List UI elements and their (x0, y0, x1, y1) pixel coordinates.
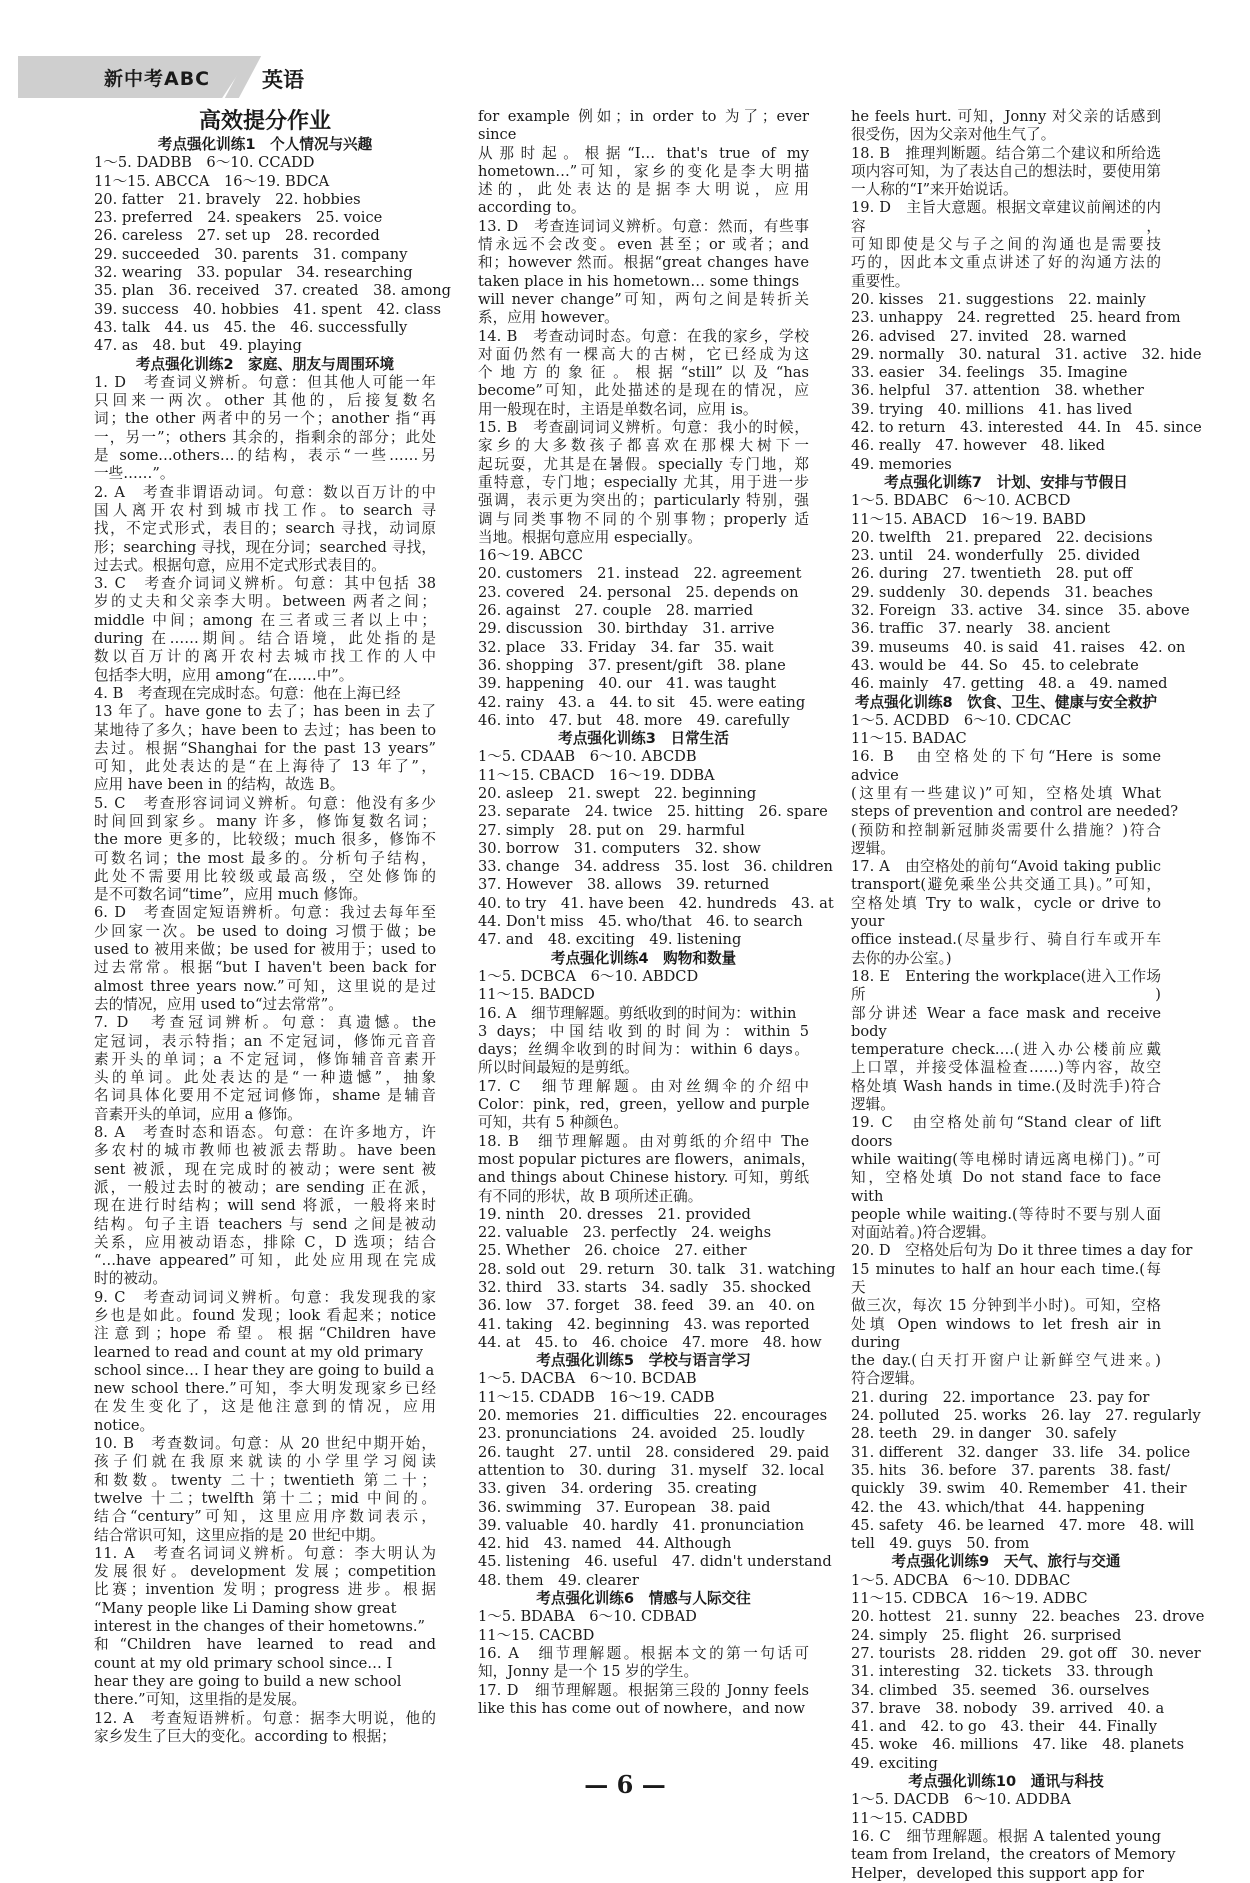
answer-line: 对面站着。)符合逻辑。 (851, 1224, 996, 1242)
answer-line: while waiting(等电梯时请远离电梯门)。”可 (851, 1150, 1161, 1168)
answer-line: 一人称的“I”来开始说话。 (851, 181, 1018, 199)
answer-line: 名词具体化要用不定冠词修饰，shame 是辅音 (94, 1087, 436, 1105)
answer-line: 46. really 47. however 48. liked (851, 437, 1105, 455)
answer-line: most popular pictures are flowers，animals， (478, 1150, 816, 1168)
answer-line: 应用 have been in 的结构，故选 B。 (94, 776, 345, 794)
answer-line: 个地方的象征。根据“still”以及“has (478, 364, 809, 382)
answer-line: 3 days；中国结收到的时间为：within 5 (478, 1022, 809, 1040)
answer-line: 39. valuable 40. hardly 41. pronunciation (478, 1516, 804, 1534)
answer-line: hometown…”可知，家乡的变化是李大明描 (478, 162, 809, 180)
answer-line: 1～5. ACDBD 6～10. CDCAC (851, 711, 1072, 729)
answer-line: 述的，此处表达的是据李大明说，应用 (478, 181, 809, 199)
answer-line: 结合常识可知，这里应指的是 20 世纪中期。 (94, 1526, 385, 1544)
answer-line: 1～5. DCBCA 6～10. ABDCD (478, 967, 699, 985)
answer-line: 32. place 33. Friday 34. far 35. wait (478, 638, 774, 656)
answer-line: 可知，共有 5 种颜色。 (478, 1114, 628, 1132)
question-explanation: 20. D 空格处后句为 Do it three times a day for (851, 1242, 1193, 1260)
answer-line: 11～15. BADAC (851, 730, 967, 748)
answer-line: 11～15. CADBD (851, 1809, 968, 1827)
answer-line: 和；however 然而。根据“great changes have (478, 254, 809, 272)
question-explanation: 10. B 考查数词。句意：从 20 世纪中期开始， (94, 1435, 436, 1453)
answer-line: 发展很好。development 发展；competition (94, 1563, 436, 1581)
answer-line: 比赛；invention 发明；progress 进步。根据 (94, 1581, 436, 1599)
answer-line: 11～15. ABCCA 16～19. BDCA (94, 172, 330, 190)
question-explanation: 1. D 考查词义辨析。句意：但其他人可能一年 (94, 373, 436, 391)
answer-line: 在发生变化了，这是他注意到的情况，应用 (94, 1398, 436, 1416)
answer-line: 20. fatter 21. bravely 22. hobbies (94, 190, 361, 208)
answer-line: 20. hottest 21. sunny 22. beaches 23. drove (851, 1608, 1205, 1626)
answer-line: office instead.(尽量步行、骑自行车或开车 (851, 931, 1161, 949)
answer-line: 39. success 40. hobbies 41. spent 42. class (94, 300, 441, 318)
answer-line: 时的被动。 (94, 1270, 167, 1288)
answer-line: the day.(白天打开窗户让新鲜空气进来。) (851, 1352, 1161, 1370)
answer-line: 43. would be 44. So 45. to celebrate (851, 656, 1139, 674)
answer-line: 29. normally 30. natural 31. active 32. hide (851, 345, 1202, 363)
answer-line: 1～5. DACBA 6～10. BCDAB (478, 1370, 697, 1388)
answer-line: count at my old primary school since… I (94, 1654, 393, 1672)
answer-line: 27. simply 28. put on 29. harmful (478, 821, 745, 839)
answer-line: (预防和控制新冠肺炎需要什么措施？)符合 (851, 821, 1161, 839)
question-explanation: 17. D 细节理解题。根据第三段的 Jonny feels (478, 1681, 809, 1699)
answer-line: 39. museums 40. is said 41. raises 42. on (851, 638, 1186, 656)
answer-line: 20. twelfth 21. prepared 22. decisions (851, 528, 1153, 546)
answer-line: 49. memories (851, 455, 952, 473)
question-explanation: 16. A 细节理解题。根据本文的第一句话可 (478, 1644, 809, 1662)
section-heading: 考点强化训练2 家庭、朋友与周围环境 (135, 355, 395, 373)
answer-line: 现在进行时结构；will send 将派，一般将来时 (94, 1197, 436, 1215)
answer-line: 找，不定式形式，表目的；search 寻找，动词原 (94, 520, 436, 538)
answer-line: 43. talk 44. us 45. the 46. successfully (94, 318, 408, 336)
page-heading: 高效提分作业 (198, 109, 331, 134)
answer-line: 36. helpful 37. attention 38. whether (851, 382, 1144, 400)
answer-line: 44. at 45. to 46. choice 47. more 48. how (478, 1333, 822, 1351)
answer-line: 26. advised 27. invited 28. warned (851, 327, 1127, 345)
answer-line: 42. the 43. which/that 44. happening (851, 1498, 1145, 1516)
answer-line: 去的情况，应用 used to“过去常常”。 (94, 995, 343, 1013)
answer-line: 20. customers 21. instead 22. agreement (478, 565, 802, 583)
answer-line: 32. wearing 33. popular 34. researching (94, 264, 413, 282)
answer-line: 21. during 22. importance 23. pay for (851, 1388, 1150, 1406)
answer-line: 词；the other 两者中的另一个；another 指“再 (94, 410, 436, 428)
answer-line: 29. discussion 30. birthday 31. arrive (478, 620, 775, 638)
answer-line: 44. Don't miss 45. who/that 46. to search (478, 913, 803, 931)
answer-line: 可数名词；the most 最多的。分析句子结构， (94, 849, 436, 867)
answer-line: 24. simply 25. flight 26. surprised (851, 1626, 1122, 1644)
answer-line: the more 更多的，比较级；much 很多，修饰不 (94, 831, 436, 849)
answer-line: attention to 30. during 31. myself 32. local (478, 1461, 825, 1479)
question-explanation: 16. B 由空格处的下句“Here is some advice (851, 748, 1161, 784)
answer-line: 多农村的城市教师也被派去帮助。have been (94, 1142, 436, 1160)
answer-line: 对面仍然有一棵高大的古树，它已经成为这 (478, 345, 809, 363)
answer-line: 包括李大明，应用 among“在……中”。 (94, 666, 354, 684)
answer-line: there.”可知，这里指的是发展。 (94, 1691, 307, 1709)
answer-line: 33. easier 34. feelings 35. Imagine (851, 364, 1128, 382)
book-brand: 新中考ABC (104, 68, 211, 90)
answer-line: 29. succeeded 30. parents 31. company (94, 245, 408, 263)
answer-line: 24. polluted 25. works 26. lay 27. regularly (851, 1407, 1201, 1425)
answer-line: 23. preferred 24. speakers 25. voice (94, 209, 383, 227)
answer-line: 项内容可知，为了表达自己的想法时，要使用第 (851, 162, 1161, 180)
answer-line: notice。 (94, 1416, 155, 1434)
answer-line: 46. mainly 47. getting 48. a 49. named (851, 675, 1168, 693)
question-explanation: 3. C 考查介词词义辨析。句意：其中包括 38 (94, 575, 436, 593)
answer-line: 20. kisses 21. suggestions 22. mainly (851, 290, 1146, 308)
answer-line: people while waiting.(等待时不要与别人面 (851, 1205, 1161, 1223)
answer-line: 36. shopping 37. present/gift 38. plane (478, 656, 786, 674)
answer-line: 40. to try 41. have been 42. hundreds 43. at (478, 894, 834, 912)
answer-line: 知，Jonny 是一个 15 岁的学生。 (478, 1663, 699, 1681)
answer-line: 23. covered 24. personal 25. depends on (478, 583, 799, 601)
answer-line: 49. exciting (851, 1754, 938, 1772)
answer-line: 从那时起。根据“I… that's true of my (478, 144, 809, 162)
answer-line: 41. and 42. to go 43. their 44. Finally (851, 1718, 1158, 1736)
answer-line: 41. taking 42. beginning 43. was reported (478, 1315, 810, 1333)
answer-line: become”可知，此处描述的是现在的情况，应 (478, 382, 809, 400)
answer-line: 知，空格处填 Do not stand face to face with (851, 1169, 1161, 1205)
answer-line: 11～15. CBACD 16～19. DDBA (478, 766, 715, 784)
question-explanation: 11. A 考查名词词义辨析。句意：李大明认为 (94, 1544, 436, 1562)
answer-line: 是不可数名词“time”，应用 much 修饰。 (94, 886, 368, 904)
answer-line: 去你的办公室。) (851, 949, 952, 967)
answer-line: 空格处填 Try to walk，cycle or drive to your (851, 894, 1161, 931)
question-explanation: 18. B 推理判断题。结合第二个建议和所给选 (851, 144, 1161, 162)
answer-line: 有不同的形状，故 B 项所述正确。 (478, 1187, 703, 1205)
question-explanation: 7. D 考查冠词辨析。句意：真遗憾。the (94, 1014, 436, 1032)
answer-line: 家乡发生了巨大的变化。according to 根据； (94, 1727, 396, 1745)
answer-line: twelve 十二；twelfth 第十二；mid 中间的。 (94, 1489, 436, 1507)
answer-line: 1～5. CDAAB 6～10. ABCDB (478, 748, 697, 766)
section-heading: 考点强化训练4 购物和数量 (550, 949, 737, 967)
answer-line: 31. different 32. danger 33. life 34. police (851, 1443, 1191, 1461)
answer-line: 20. asleep 21. swept 22. beginning (478, 784, 757, 802)
answer-line: 当地。根据句意应用 especially。 (478, 528, 702, 546)
answer-line: 孩子们就在我原来就读的小学里学习阅读 (94, 1453, 436, 1471)
answer-line: 47. as 48. but 49. playing (94, 337, 302, 355)
question-explanation: 13. D 考查连词词义辨析。句意：然而，有些事 (478, 217, 809, 235)
answer-line: 过去式。根据句意，应用不定式形式表目的。 (94, 556, 386, 574)
answer-line: 是 some…others…的结构，表示“一些……另 (94, 447, 436, 465)
answer-line: 23. pronunciations 24. avoided 25. loudly (478, 1425, 805, 1443)
answer-line: steps of prevention and control are needed? (851, 803, 1179, 821)
answer-line: 23. unhappy 24. regretted 25. heard from (851, 309, 1181, 327)
answer-line: 34. climbed 35. seemed 36. ourselves (851, 1681, 1150, 1699)
answer-line: transport(避免乘坐公共交通工具)。”可知， (851, 876, 1161, 894)
answer-line: 形；searching 寻找，现在分词；searched 寻找， (94, 538, 436, 556)
answer-line: 36. low 37. forget 38. feed 39. an 40. on (478, 1297, 815, 1315)
answer-line: team from Ireland，the creators of Memory (851, 1846, 1176, 1864)
answer-line: new school there.”可知，李大明发现家乡已经 (94, 1380, 436, 1398)
answer-line: 32. third 33. starts 34. sadly 35. shocked (478, 1279, 811, 1296)
answer-line: 42. hid 43. named 44. Although (478, 1535, 732, 1553)
answer-line: 31. interesting 32. tickets 33. through (851, 1663, 1154, 1681)
question-explanation: 19. D 主旨大意题。根据文章建议前阐述的内容， (851, 199, 1161, 235)
answer-line: 47. and 48. exciting 49. listening (478, 931, 742, 949)
subject-title: 英语 (262, 68, 304, 92)
answer-line: 注意到；hope 希望。根据“Children have (94, 1325, 436, 1343)
answer-line: and things about Chinese history. 可知，剪纸 (478, 1169, 809, 1187)
answer-line: 20. memories 21. difficulties 22. encourages (478, 1407, 828, 1425)
answer-line: 37. However 38. allows 39. returned (478, 876, 770, 894)
answer-line: used to 被用来做；be used for 被用于；used to (94, 941, 436, 959)
answer-line: 数以百万计的离开农村去城市找工作的人中 (94, 648, 436, 666)
answer-line: 22. valuable 23. perfectly 24. weighs (478, 1224, 772, 1242)
section-heading: 考点强化训练8 饮食、卫生、健康与安全救护 (854, 693, 1158, 711)
answer-line: 45. listening 46. useful 47. didn't understand (478, 1553, 832, 1571)
answer-line: 48. them 49. clearer (478, 1571, 639, 1589)
answer-line: 定冠词，表示特指；an 不定冠词，修饰元音音 (94, 1032, 436, 1050)
answer-line: 33. change 34. address 35. lost 36. children (478, 858, 833, 876)
answer-line: 39. happening 40. our 41. was taught (478, 675, 777, 693)
answer-line: interest in the changes of their hometowns.” (94, 1618, 425, 1636)
answer-line: 11～15. CDBCA 16～19. ADBC (851, 1590, 1088, 1608)
answer-line: 一些……”。 (94, 465, 175, 483)
answer-line: 39. trying 40. millions 41. has lived (851, 400, 1133, 418)
answer-line: 某地待了多久；have been to 去过；has been to (94, 721, 436, 739)
answer-line: 28. teeth 29. in danger 30. safely (851, 1425, 1117, 1443)
answer-line: 关系，应用被动语态，排除 C，D 选项；结合 (94, 1233, 436, 1251)
answer-line: 起玩耍，尤其是在暑假。specially 专门地，郑 (478, 455, 809, 473)
answer-line: 11～15. ABACD 16～19. BABD (851, 510, 1086, 528)
answer-line: 很受伤，因为父亲对他生气了。 (851, 126, 1056, 144)
section-heading: 考点强化训练10 通讯与科技 (908, 1773, 1104, 1791)
question-explanation: 9. C 考查动词词义辨析。句意：我发现我的家 (94, 1288, 436, 1306)
answer-line: 情永远不会改变。even 甚至；or 或者；and (478, 236, 809, 254)
answer-line: 26. against 27. couple 28. married (478, 602, 754, 620)
answer-line: 1～5. BDABA 6～10. CDBAD (478, 1608, 697, 1626)
answer-line: 调与同类事物不同的个别事物；properly 适 (478, 510, 809, 528)
answer-line: 格处填 Wash hands in time.(及时洗手)符合 (851, 1077, 1161, 1095)
question-explanation: 17. C 细节理解题。由对丝绸伞的介绍中 (478, 1077, 809, 1095)
answer-line: 重要性。 (851, 272, 910, 290)
answer-line: 15 minutes to half an hour each time.(每天 (851, 1260, 1161, 1296)
answer-line: 28. sold out 29. return 30. talk 31. watching (478, 1260, 836, 1278)
answer-line: 可知即使是父与子之间的沟通也是需要技 (851, 236, 1161, 254)
answer-line: 派，一般过去时的被动；are sending 正在派， (94, 1178, 436, 1196)
answer-line: will never change”可知，两句之间是转折关 (478, 290, 809, 308)
answer-line: 强调，表示更为突出的；particularly 特别，强 (478, 492, 809, 510)
answer-line: learned to read and count at my old primary (94, 1343, 424, 1361)
answer-line: 乡也是如此。found 发现；look 看起来；notice (94, 1307, 436, 1324)
answer-line: 一，另一”；others 其余的，指剩余的部分；此处 (94, 428, 436, 446)
answer-line: 符合逻辑。 (851, 1370, 924, 1388)
answer-line: like this has come out of nowhere，and now (478, 1699, 806, 1717)
answer-line: 27. tourists 28. ridden 29. got off 30. never (851, 1644, 1201, 1662)
answer-line: 国人离开农村到城市找工作。to search 寻 (94, 501, 436, 519)
answer-line: 结构。句子主语 teachers 与 send 之间是被动 (94, 1215, 436, 1233)
answer-line: 逻辑。 (851, 1096, 895, 1114)
answer-line: 13 年了。have gone to 去了；has been in 去了 (94, 703, 436, 721)
answer-line: 巧的，因此本文重点讲述了好的沟通方法的 (851, 254, 1161, 272)
answer-line: 42. to return 43. interested 44. In 45. since (851, 419, 1202, 437)
answer-line: 少回家一次。be used to doing 习惯于做；be (94, 922, 436, 940)
answer-line: 37. brave 38. nobody 39. arrived 40. a (851, 1699, 1165, 1717)
answer-line: 素开头的单词；a 不定冠词，修饰辅音音素开 (94, 1050, 436, 1068)
question-explanation: 5. C 考查形容词词义辨析。句意：他没有多少 (94, 794, 436, 812)
question-explanation: 6. D 考查固定短语辨析。句意：我过去每年至 (94, 904, 436, 922)
answer-line: 46. into 47. but 48. more 49. carefully (478, 711, 790, 729)
answer-line: 只回来一两次。other 其他的，后接复数名 (94, 392, 436, 410)
answer-line: 处填 Open windows to let fresh air in during (851, 1315, 1161, 1351)
answer-line: 逻辑。 (851, 839, 895, 857)
question-explanation: 17. A 由空格处的前句“Avoid taking public (851, 858, 1161, 876)
answer-line: days；丝绸伞收到的时间为：within 6 days。 (478, 1041, 809, 1059)
answer-line: 音素开头的单词，应用 a 修饰。 (94, 1105, 302, 1123)
answer-line: “…have appeared”可知，此处应用现在完成 (94, 1252, 436, 1270)
answer-line: 36. swimming 37. European 38. paid (478, 1498, 771, 1516)
answer-line: 部分讲述 Wear a face mask and receive body (851, 1004, 1161, 1040)
answer-line: 过去常常。根据“but I haven't been back for (94, 959, 436, 977)
answer-line: 26. taught 27. until 28. considered 29. paid (478, 1443, 830, 1461)
answer-line: 岁的丈夫和父亲李大明。between 两者之间； (94, 593, 436, 611)
answer-line: 1～5. DACDB 6～10. ADDBA (851, 1791, 1071, 1809)
answer-line: 35. hits 36. before 37. parents 38. fast/ (851, 1461, 1171, 1479)
question-explanation: 19. C 由空格处前句“Stand clear of lift doors (851, 1114, 1161, 1150)
answer-column-middle (478, 108, 836, 1718)
section-heading: 考点强化训练9 天气、旅行与交通 (891, 1553, 1121, 1571)
question-explanation: 8. A 考查时态和语态。句意：在许多地方，许 (94, 1124, 436, 1142)
answer-line: sent 被派，现在完成时的被动；were sent 被 (94, 1160, 436, 1178)
answer-line: temperature check….(进入办公楼前应戴 (851, 1041, 1161, 1059)
answer-line: hear they are going to build a new school (94, 1672, 402, 1690)
answer-line: taken place in his hometown… some things (478, 272, 800, 290)
answer-column-left (94, 108, 451, 1746)
answer-line: 用一般现在时，主语是单数名词，应用 is。 (478, 400, 758, 418)
answer-line: 1～5. DADBB 6～10. CCADD (94, 154, 315, 172)
answer-line: 33. given 34. ordering 35. creating (478, 1480, 757, 1498)
answer-line: for example 例如；in order to 为了；ever since (478, 108, 809, 144)
answer-line: 35. plan 36. received 37. created 38. among (94, 282, 451, 300)
answer-line: 家乡的大多数孩子都喜欢在那棵大树下一 (478, 437, 809, 455)
answer-line: 做三次，每次 15 分钟到半小时)。可知，空格 (851, 1297, 1161, 1315)
answer-line: almost three years now.”可知，这里说的是过 (94, 977, 436, 995)
section-heading: 考点强化训练3 日常生活 (558, 730, 729, 748)
answer-column-right (851, 108, 1205, 1883)
answer-line: 1～5. ADCBA 6～10. DDBAC (851, 1571, 1071, 1589)
answer-line: quickly 39. swim 40. Remember 41. their (851, 1480, 1187, 1498)
question-explanation: 16. C 细节理解题。根据 A talented young (851, 1827, 1161, 1845)
answer-line: 42. rainy 43. a 44. to sit 45. were eating (478, 693, 806, 711)
answer-line: “Many people like Li Daming show great (94, 1599, 397, 1617)
answer-line: (这里有一些建议)”可知，空格处填 What (851, 784, 1161, 802)
question-explanation: 14. B 考查动词时态。句意：在我的家乡，学校 (478, 327, 809, 345)
answer-line: 1～5. BDABC 6～10. ACBCD (851, 492, 1071, 510)
answer-line: 所以时间最短的是剪纸。 (478, 1059, 639, 1077)
answer-line: 可知，此处表达的是“在上海待了 13 年了”， (94, 758, 436, 776)
section-heading: 考点强化训练1 个人情况与兴趣 (157, 136, 373, 153)
answer-line: 11～15. CACBD (478, 1626, 595, 1644)
answer-line: 去过。根据“Shanghai for the past 13 years” (94, 739, 436, 757)
answer-line: 重特意，专门地；especially 尤其，用于进一步 (478, 473, 809, 491)
answer-line: 36. traffic 37. nearly 38. ancient (851, 620, 1110, 638)
page-number: — 6 — (584, 1770, 666, 1799)
answer-line: during 在……期间。结合语境，此处指的是 (94, 630, 436, 648)
answer-line: according to。 (478, 199, 586, 217)
answer-line: 和“Children have learned to read and (94, 1636, 436, 1654)
answer-line: school since… I hear they are going to build a (94, 1361, 435, 1379)
question-explanation: 18. B 细节理解题。由对剪纸的介绍中 The (478, 1132, 809, 1150)
question-explanation: 4. B 考查现在完成时态。句意：他在上海已经 (94, 684, 401, 702)
answer-line: 19. ninth 20. dresses 21. provided (478, 1205, 751, 1223)
answer-line: 29. suddenly 30. depends 31. beaches (851, 583, 1153, 601)
answer-line: middle 中间；among 在三者或三者以上中； (94, 611, 436, 629)
answer-line: 45. safety 46. be learned 47. more 48. will (851, 1516, 1195, 1534)
question-explanation: 12. A 考查短语辨析。句意：据李大明说，他的 (94, 1709, 436, 1727)
question-explanation: 18. E Entering the workplace(进入工作场所) (851, 967, 1161, 1004)
answer-line: 此处不需要用比较级或最高级，空处修饰的 (94, 867, 436, 885)
answer-line: 32. Foreign 33. active 34. since 35. above (851, 602, 1190, 620)
answer-line: 系，应用 however。 (478, 309, 619, 327)
question-explanation: 15. B 考查副词词义辨析。句意：我小的时候， (478, 419, 809, 437)
answer-line: 30. borrow 31. computers 32. show (478, 839, 761, 857)
answer-line: 11～15. CDADB 16～19. CADB (478, 1388, 715, 1406)
answer-line: he feels hurt. 可知，Jonny 对父亲的话感到 (851, 108, 1161, 125)
answer-line: 26. during 27. twentieth 28. put off (851, 565, 1133, 583)
section-heading: 考点强化训练7 计划、安排与节假日 (884, 473, 1128, 491)
answer-line: 和数数。twenty 二十；twentieth 第二十； (94, 1471, 436, 1489)
answer-line: 上口罩，并接受体温检查……)等内容，故空 (851, 1059, 1161, 1077)
answer-line: Color：pink，red，green，yellow and purple (478, 1096, 810, 1114)
answer-line: Helper，developed this support app for (851, 1864, 1144, 1882)
section-heading: 考点强化训练6 情感与人际交往 (536, 1590, 751, 1608)
answer-line: 结合“century”可知，这里应用序数词表示， (94, 1508, 436, 1526)
question-explanation: 16. A 细节理解题。剪纸收到的时间为：within (478, 1004, 797, 1022)
answer-line: 16～19. ABCC (478, 547, 583, 565)
answer-line: 时间回到家乡。many 许多，修饰复数名词； (94, 812, 436, 830)
answer-line: 25. Whether 26. choice 27. either (478, 1242, 747, 1260)
answer-line: 头的单词。此处表达的是“一种遗憾”，抽象 (94, 1069, 436, 1087)
answer-line: 11～15. BADCD (478, 986, 595, 1004)
answer-line: 45. woke 46. millions 47. like 48. planets (851, 1736, 1185, 1754)
section-heading: 考点强化训练5 学校与语言学习 (536, 1352, 751, 1370)
question-explanation: 2. A 考查非谓语动词。句意：数以百万计的中 (94, 483, 436, 501)
answer-line: 26. careless 27. set up 28. recorded (94, 227, 380, 245)
answer-line: 23. until 24. wonderfully 25. divided (851, 547, 1140, 565)
answer-line: tell 49. guys 50. from (851, 1535, 1030, 1553)
answer-line: 23. separate 24. twice 25. hitting 26. spare (478, 803, 828, 821)
